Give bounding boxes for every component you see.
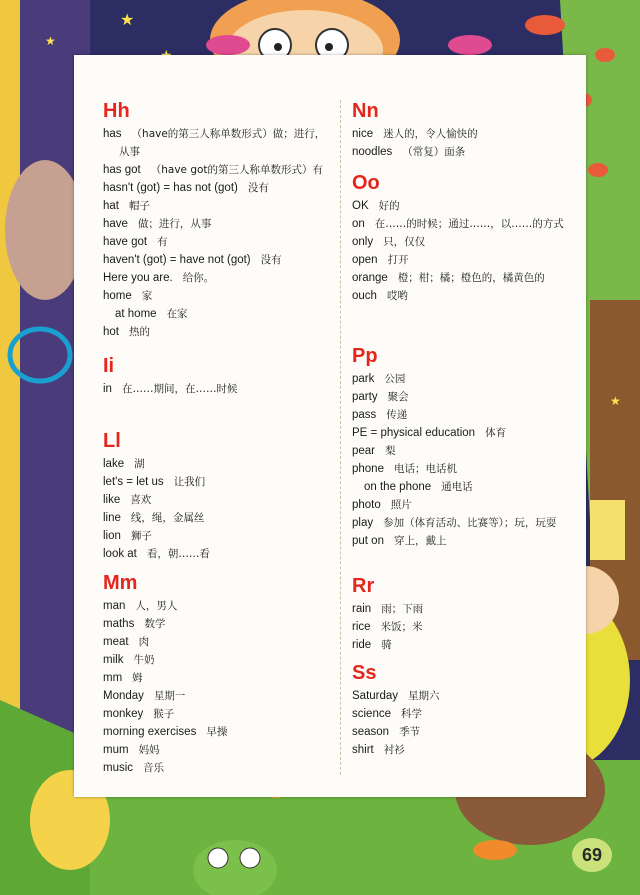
entry-word: at home (115, 308, 157, 320)
orange-fruit-3 (595, 48, 615, 62)
boy-hand-right (448, 35, 492, 55)
entry-word: man (103, 600, 126, 612)
vocab-entry (103, 161, 335, 179)
entry-meaning: 星期六 (408, 690, 440, 702)
entry-meaning: 热的 (129, 326, 150, 338)
entry-meaning: 通电话 (441, 481, 473, 493)
vocab-entry (103, 380, 335, 398)
vocab-entry (352, 514, 577, 532)
entry-word: monkey (103, 708, 144, 720)
section-letter: Ll (103, 430, 121, 452)
entry-word: play (352, 517, 374, 529)
orange-fruit-4 (588, 163, 608, 177)
entry-meaning: 哎哟 (386, 290, 408, 302)
entry-meaning: 传递 (386, 409, 408, 421)
entry-word: on the phone (364, 481, 432, 493)
entry-word: look at (103, 548, 137, 560)
vocab-entry (103, 527, 335, 545)
orange-fruit-1 (525, 15, 565, 35)
entry-word: put on (352, 535, 384, 547)
vocab-entry (352, 460, 577, 478)
entry-meaning: 狮子 (130, 530, 152, 542)
entry-meaning: 在……期间，在……时候 (121, 383, 238, 395)
entry-meaning: 橙；柑；橘；橙色的，橘黄色的 (397, 272, 545, 284)
section-letter: Rr (352, 575, 375, 597)
vocab-entry (352, 406, 577, 424)
section-letter: Mm (103, 572, 138, 594)
vocab-entry (103, 491, 335, 509)
entry-meaning: 做；进行，从事 (137, 218, 212, 230)
entry-word: shirt (352, 744, 374, 756)
entry-word: phone (352, 463, 384, 475)
entry-meaning: 没有 (260, 254, 282, 266)
vocab-entry (352, 442, 577, 460)
entry-word: Monday (103, 690, 144, 702)
entry-meaning: 妈妈 (138, 744, 160, 756)
vocab-entry (103, 545, 335, 563)
entry-meaning: 看，朝……看 (146, 548, 210, 560)
entry-word: park (352, 373, 375, 385)
star-1: ★ (120, 10, 135, 29)
entry-meaning: 体育 (485, 427, 507, 439)
entry-word: season (352, 726, 390, 738)
entry-meaning: 让我们 (173, 476, 206, 488)
page-number: 69 (572, 838, 612, 872)
entry-meaning: 家 (141, 290, 153, 302)
entry-word: meat (103, 636, 129, 648)
entry-meaning: 猴子 (153, 708, 175, 720)
vocab-entry (352, 125, 577, 143)
shoe-icon (473, 840, 517, 860)
entry-meaning: 早操 (206, 726, 228, 738)
section-letter: Oo (352, 172, 380, 194)
entry-word: lake (103, 458, 125, 470)
entry-word: like (103, 494, 121, 506)
entry-word: line (103, 512, 121, 524)
entry-meaning: 人，男人 (135, 600, 178, 612)
vocab-entry (103, 251, 335, 269)
entry-meaning: 衬衫 (383, 744, 405, 756)
vocab-entry (103, 633, 335, 651)
entry-meaning: 科学 (401, 708, 422, 720)
section-p (352, 345, 577, 550)
entry-meaning: 在……的时候；通过……，以……的方式 (374, 218, 564, 230)
entry-meaning: 米饭；米 (380, 621, 423, 633)
vocab-entry (352, 636, 577, 654)
entry-meaning: 好的 (378, 200, 400, 212)
entry-word: haven't (got) = have not (got) (103, 254, 251, 266)
entry-meaning: 帽子 (129, 200, 150, 212)
entry-meaning: 数学 (144, 618, 166, 630)
entry-meaning: 骑 (381, 639, 392, 651)
entry-meaning: （have的第三人称单数形式）做；进行，从事 (119, 128, 326, 158)
vocab-entry (352, 741, 577, 759)
vocab-entry (103, 741, 335, 759)
entry-meaning: 姆 (132, 672, 143, 684)
vocab-entry (352, 251, 577, 269)
vocab-entry (352, 388, 577, 406)
entry-word: have got (103, 236, 148, 248)
vocab-entry (103, 759, 335, 777)
vocab-entry (103, 197, 335, 215)
vocab-entry (352, 424, 577, 442)
entry-word: only (352, 236, 374, 248)
column-divider (340, 100, 341, 775)
entry-word: ouch (352, 290, 377, 302)
vocab-entry (103, 305, 335, 323)
section-letter: Pp (352, 345, 378, 367)
vocab-entry (352, 618, 577, 636)
entry-meaning: 照片 (390, 499, 412, 511)
entry-word: OK (352, 200, 369, 212)
entry-meaning: （常复）面条 (402, 146, 466, 158)
vocab-entry (352, 269, 577, 287)
entry-word: party (352, 391, 378, 403)
vocab-entry (352, 215, 577, 233)
entry-word: have (103, 218, 128, 230)
entry-word: ride (352, 639, 372, 651)
vocab-entry (103, 723, 335, 741)
entry-meaning: 只，仅仅 (383, 236, 426, 248)
section-i (103, 355, 335, 398)
entry-meaning: 季节 (399, 726, 421, 738)
vocab-entry (103, 597, 335, 615)
entry-word: has got (103, 164, 141, 176)
entry-word: hot (103, 326, 119, 338)
star-3: ★ (45, 34, 56, 48)
vocab-entry (352, 197, 577, 215)
entry-meaning: 在家 (166, 308, 188, 320)
section-letter: Hh (103, 100, 130, 122)
vocab-entry (352, 705, 577, 723)
entry-meaning: 聚会 (387, 391, 409, 403)
girl-figure (5, 160, 85, 300)
entry-word: has (103, 128, 122, 140)
entry-word: noodles (352, 146, 393, 158)
entry-meaning: 没有 (247, 182, 269, 194)
entry-meaning: 音乐 (143, 762, 165, 774)
entry-word: on (352, 218, 365, 230)
entry-word: pass (352, 409, 377, 421)
vocab-entry (352, 287, 577, 305)
vocab-entry (352, 600, 577, 618)
section-r (352, 575, 577, 654)
entry-word: lion (103, 530, 121, 542)
entry-word: music (103, 762, 134, 774)
entry-word: hat (103, 200, 119, 212)
entry-meaning: （have got的第三人称单数形式）有 (150, 164, 324, 176)
castle-icon (590, 500, 625, 560)
vocab-entry (103, 455, 335, 473)
entry-word: milk (103, 654, 124, 666)
vocab-entry (103, 669, 335, 687)
entry-word: Saturday (352, 690, 399, 702)
boy-hand-left (206, 35, 250, 55)
entry-word: maths (103, 618, 135, 630)
section-letter: Ii (103, 355, 115, 377)
entry-word: nice (352, 128, 374, 140)
entry-word: open (352, 254, 378, 266)
entry-meaning: 梨 (385, 445, 396, 457)
entry-meaning: 星期一 (153, 690, 186, 702)
entry-word: pear (352, 445, 376, 457)
entry-word: rain (352, 603, 372, 615)
entry-word: let's = let us (103, 476, 164, 488)
vocab-entry (103, 705, 335, 723)
entry-word: PE = physical education (352, 427, 476, 439)
section-n (352, 100, 577, 161)
vocab-entry (352, 496, 577, 514)
entry-word: mm (103, 672, 123, 684)
section-s (352, 662, 577, 759)
vocab-entry (103, 687, 335, 705)
vocab-entry (352, 370, 577, 388)
entry-word: photo (352, 499, 381, 511)
section-letter: Ss (352, 662, 377, 684)
section-o (352, 172, 577, 305)
vocab-entry (103, 323, 335, 341)
entry-word: morning exercises (103, 726, 197, 738)
entry-meaning: 给你。 (182, 272, 215, 284)
section-letter: Nn (352, 100, 379, 122)
section-l (103, 430, 335, 563)
vocab-entry (103, 215, 335, 233)
entry-word: in (103, 383, 112, 395)
entry-word: science (352, 708, 391, 720)
entry-meaning: 穿上，戴上 (393, 535, 447, 547)
entry-meaning: 牛奶 (133, 654, 155, 666)
entry-meaning: 打开 (387, 254, 409, 266)
entry-meaning: 雨；下雨 (381, 603, 424, 615)
vocab-entry (103, 509, 335, 527)
entry-meaning: 有 (157, 236, 168, 248)
entry-meaning: 肉 (138, 636, 150, 648)
vocab-entry (103, 473, 335, 491)
vocab-entry (352, 143, 577, 161)
entry-meaning: 喜欢 (130, 494, 152, 506)
entry-word: rice (352, 621, 371, 633)
vocab-entry (103, 233, 335, 251)
vocab-entry (352, 233, 577, 251)
vocab-entry (352, 723, 577, 741)
entry-word: hasn't (got) = has not (got) (103, 182, 238, 194)
vocab-entry (103, 651, 335, 669)
entry-meaning: 公园 (384, 373, 406, 385)
entry-meaning: 湖 (134, 458, 145, 470)
section-m (103, 572, 335, 777)
section-h (103, 100, 335, 341)
star-4: ★ (610, 394, 621, 408)
entry-meaning: 参加（体育活动、比赛等）；玩，玩耍 (383, 517, 557, 529)
vocab-entry (103, 287, 335, 305)
entry-word: Here you are. (103, 272, 173, 284)
entry-meaning: 迷人的，令人愉快的 (383, 128, 478, 140)
vocab-entry (103, 179, 335, 197)
vocab-entry (103, 615, 335, 633)
vocab-entry (352, 687, 577, 705)
vocab-entry (352, 532, 577, 550)
vocab-entry (103, 269, 335, 287)
entry-meaning: 线，绳，金属丝 (130, 512, 205, 524)
vocab-entry (103, 125, 335, 161)
entry-word: mum (103, 744, 129, 756)
vocab-entry (352, 478, 577, 496)
entry-word: home (103, 290, 132, 302)
entry-meaning: 电话；电话机 (393, 463, 457, 475)
entry-word: orange (352, 272, 388, 284)
